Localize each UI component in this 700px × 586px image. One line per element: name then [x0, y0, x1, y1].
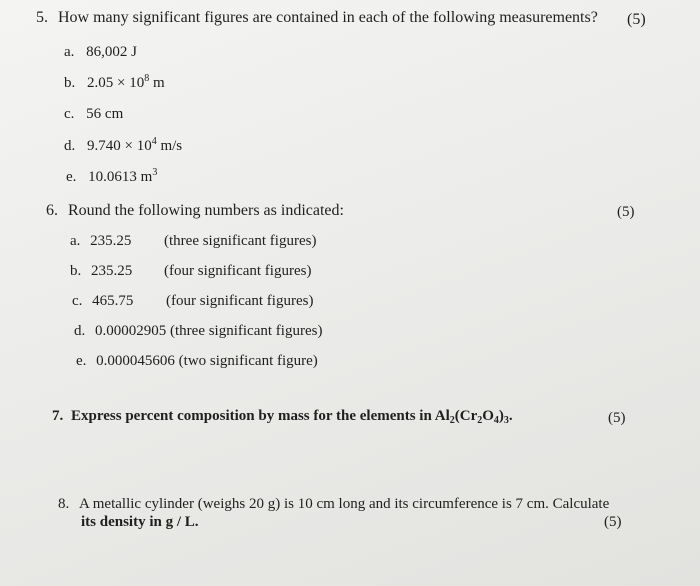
- q6-item-b-value: 235.25: [91, 263, 133, 279]
- question-7-formula-part: (Cr: [454, 408, 478, 424]
- q5-item-b: [64, 75, 165, 92]
- q6-item-d: [74, 323, 322, 340]
- q6-item-a: [70, 233, 131, 250]
- question-8-points: (5): [604, 514, 622, 530]
- q5-item-b-base: 2.05 × 10: [87, 75, 145, 91]
- q5-item-d-unit: m/s: [156, 138, 183, 154]
- question-7-formula-close: ): [498, 408, 504, 424]
- q5-item-c-value: 56 cm: [86, 106, 124, 122]
- q5-item-d-base: 9.740 × 10: [87, 138, 152, 154]
- q5-item-b-letter: b.: [64, 75, 76, 91]
- q5-item-b-unit: m: [149, 75, 165, 91]
- q6-item-e: [76, 353, 318, 370]
- q5-item-e: [66, 169, 157, 186]
- question-7-sub-cr: 2: [477, 415, 483, 426]
- question-6-points: (5): [617, 204, 635, 220]
- q6-item-b-note: (four significant figures): [164, 263, 312, 279]
- question-5-number: 5.: [36, 9, 48, 26]
- question-7-text: Express percent composition by mass for the elements in Al: [71, 408, 450, 424]
- q6-item-a-value: 235.25: [90, 233, 132, 249]
- question-5: [36, 9, 598, 27]
- question-7-formula-o: O: [482, 408, 494, 424]
- question-7-sub-o: 4: [493, 415, 499, 426]
- question-7-sub-al: 2: [449, 415, 455, 426]
- q6-item-c-value: 465.75: [92, 293, 134, 309]
- q5-item-d: [64, 138, 182, 155]
- q6-item-a-note: (three significant figures): [164, 233, 317, 249]
- q6-item-c-letter: c.: [72, 293, 83, 309]
- q5-item-e-exponent: 3: [152, 167, 158, 178]
- question-8-line2: its density in g / L.: [81, 514, 199, 530]
- question-8-line1: A metallic cylinder (weighs 20 g) is 10 cm long and its circumference is 7 cm. Calculate: [79, 496, 610, 512]
- question-5-text: How many significant figures are contained in each of the following measurements?: [58, 9, 598, 26]
- q5-item-c-letter: c.: [64, 106, 75, 122]
- question-6: [46, 202, 344, 220]
- question-5-points: (5): [627, 11, 646, 28]
- question-7-sub-group: 3: [503, 415, 509, 426]
- q5-item-e-letter: e.: [66, 169, 77, 185]
- question-8: [58, 496, 609, 513]
- q6-item-b-letter: b.: [70, 263, 82, 279]
- q6-item-a-letter: a.: [70, 233, 81, 249]
- q6-item-d-value: 0.00002905 (three significant figures): [95, 323, 323, 339]
- question-6-text: Round the following numbers as indicated:: [68, 202, 344, 219]
- question-7-number: 7.: [52, 408, 64, 424]
- question-6-number: 6.: [46, 202, 58, 219]
- question-8-number: 8.: [58, 496, 70, 512]
- q5-item-c: [64, 106, 123, 123]
- question-7: [52, 408, 513, 425]
- q6-item-c-note: (four significant figures): [166, 293, 314, 309]
- question-7-period: .: [508, 408, 513, 424]
- q6-item-c: [72, 293, 133, 310]
- q6-item-b: [70, 263, 132, 280]
- q5-item-a-letter: a.: [64, 44, 75, 60]
- q6-item-d-letter: d.: [74, 323, 86, 339]
- q5-item-d-exponent: 4: [151, 136, 157, 147]
- q5-item-a: [64, 44, 137, 61]
- q6-item-e-letter: e.: [76, 353, 87, 369]
- q5-item-d-letter: d.: [64, 138, 76, 154]
- q5-item-b-exponent: 8: [144, 73, 150, 84]
- q6-item-e-value: 0.000045606 (two significant figure): [96, 353, 318, 369]
- q5-item-a-value: 86,002 J: [86, 44, 138, 60]
- q5-item-e-base: 10.0613 m: [88, 169, 153, 185]
- question-7-points: (5): [608, 410, 626, 426]
